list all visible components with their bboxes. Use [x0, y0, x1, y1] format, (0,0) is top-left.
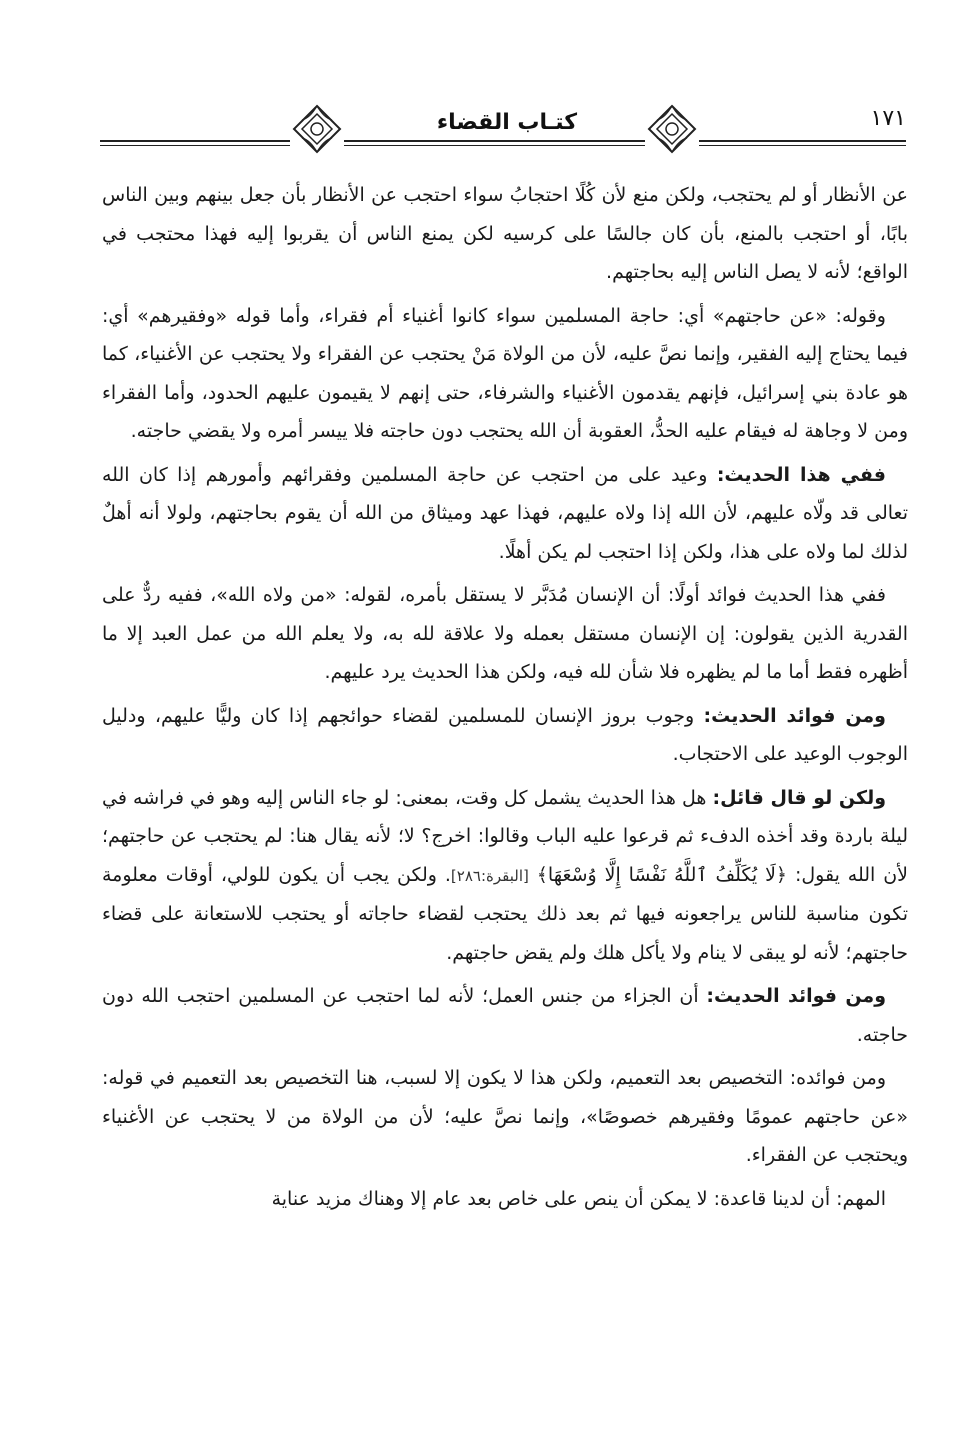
body-text — [102, 176, 908, 1223]
paragraph: عن الأنظار أو لم يحتجب، ولكن منع لأن كُلًا احتجابُ سواء احتجب عن الأنظار بأن جعل بينهم وبين الناس بابًا، أو احتجب بالمنع، بأن كان جالسًا على كرسيه لكن يمنع الناس أن يقربوا إليه فهذا محتجب في الواقع؛ لأنه لا يصل الناس إليه بحاجتهم. — [102, 184, 908, 283]
quran-reference: [البقرة:٢٨٦] — [450, 866, 529, 885]
paragraph: ومن فوائد الحديث: أن الجزاء من جنس العمل؛ لأنه لما احتجب عن المسلمين احتجب الله دون حاجته. — [102, 985, 908, 1046]
page-header — [100, 96, 906, 166]
paragraph: ففي هذا الحديث فوائد أولًا: أن الإنسان مُدَبَّر لا يستقل بأمره، لقوله: «من ولاه الله»، ففيه ردٌّ على القدرية الذين يقولون: إن الإنسان مستقل بعمله ولا علاقة لله به، ولا يعلم الله من عمل العبد إلا ما أظهره فقط أما ما لم يظهره فلا شأن لله فيه، ولكن هذا الحديث يرد عليهم. — [102, 584, 908, 683]
paragraph: ومن فوائد الحديث: وجوب بروز الإنسان للمسلمين لقضاء حوائجهم إذا كان وليًّا عليهم، ودليل الوجوب الوعيد على الاحتجاب. — [102, 704, 908, 765]
paragraph: المهم: أن لدينا قاعدة: لا يمكن أن ينص على خاص بعد عام إلا وهناك مزيد عناية — [271, 1187, 886, 1210]
paragraph: ومن فوائده: التخصيص بعد التعميم، ولكن هذا لا يكون إلا لسبب، هنا التخصيص بعد التعميم في قوله: «عن حاجتهم عمومًا وفقيرهم خصوصًا»، وإنما نصَّ عليه؛ لأن من الولاة من لا يحتجب عن الأغنياء ويحتجب عن الفقراء. — [102, 1067, 908, 1166]
ornament-right-icon — [645, 102, 699, 156]
paragraph: ففي هذا الحديث: وعيد على من احتجب عن حاجة المسلمين وفقرائهم وأمورهم إذا كان الله تعالى قد ولّاه عليهم، لأن الله إذا ولاه عليهم، فهذا عهد وميثاق من الله أن يقوم بحاجتهم، ولولا أنه أهلٌ لذلك لما ولاه على هذا، ولكن إذا احتجب لم يكن أهلًا. — [102, 463, 908, 563]
page-number: ١٧١ — [870, 106, 906, 131]
ornament-left-icon — [290, 102, 344, 156]
header-rule-thin — [100, 145, 906, 146]
page-title: كتـاب القضاء — [430, 110, 584, 135]
paragraph: وقوله: «عن حاجتهم» أي: حاجة المسلمين سواء كانوا أغنياء أم فقراء، وأما قوله «وفقيرهم» أي: فيما يحتاج إليه الفقير، وإنما نصَّ عليه، لأن من الولاة مَنْ يحتجب عن الفقراء ولا يحتجب عن الأغنياء، كما هو عادة بني إسرائيل، فإنهم يقدمون الأغنياء والشرفاء، حتى إنهم لا يقيمون عليهم الحدود، وأما الفقراء ومن لا وجاهة له فيقام عليه الحدُّ، العقوبة أن الله يحتجب دون حاجته فلا ييسر أمره ولا يقضي حاجته. — [102, 304, 908, 442]
paragraph: ولكن لو قال قائل: هل هذا الحديث يشمل كل وقت، بمعنى: لو جاء الناس إليه وهو في فراشه في ليلة باردة وقد أخذه الدفء ثم قرعوا عليه الباب وقالوا: اخرج؟ لا؛ لأنه يقال هنا: لم يحتجب عن حاجتهم؛ لأن الله يقول: ﴿لَا يُكَلِّفُ ٱللَّهُ نَفْسًا إِلَّا وُسْعَهَا﴾ [البقرة:٢٨٦]. ولكن يجب أن يكون للولي، أوقات معلومة تكون مناسبة للناس يراجعونه فيها ثم بعد ذلك يحتجب لقضاء حاجاته أو يحتجب للاستعانة على قضاء حاجتهم؛ لأنه لو يبقى لا ينام ولا يأكل هلك ولم يقض حاجتهم. — [102, 786, 909, 964]
header-rule — [100, 140, 906, 142]
